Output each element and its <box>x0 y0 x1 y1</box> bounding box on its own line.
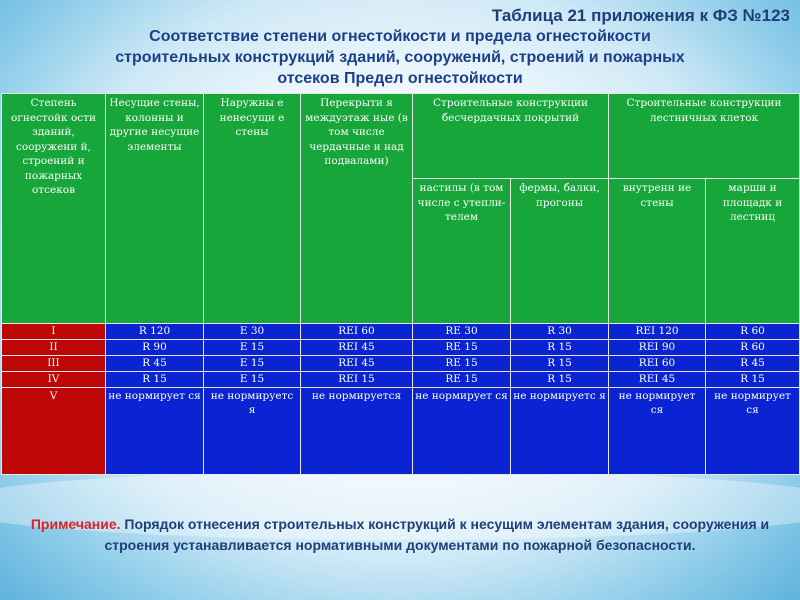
table-cell: RE 30 <box>413 324 511 340</box>
table-cell: не нормируетс я <box>511 388 609 475</box>
table-cell: R 15 <box>511 340 609 356</box>
table-cell: R 30 <box>511 324 609 340</box>
header-stair-flights: марши и площадк и лестниц <box>706 179 800 324</box>
table-cell: REI 15 <box>301 372 413 388</box>
table-cell: не нормирует ся <box>706 388 800 475</box>
table-cell: REI 90 <box>609 340 706 356</box>
table-row <box>2 340 800 356</box>
table-cell: RE 15 <box>413 356 511 372</box>
table-cell: не нормируетс я <box>204 388 301 475</box>
title-line-3: отсеков Предел огнестойкости <box>277 70 523 87</box>
table-cell: не нормирует ся <box>106 388 204 475</box>
table-cell: REI 45 <box>301 340 413 356</box>
degree-cell: III <box>2 356 106 372</box>
fire-resistance-table <box>1 93 800 475</box>
table-cell: REI 45 <box>609 372 706 388</box>
table-cell: Е 15 <box>204 372 301 388</box>
footnote <box>20 514 780 556</box>
degree-cell: IV <box>2 372 106 388</box>
table-cell: Е 15 <box>204 340 301 356</box>
table-cell: REI 60 <box>609 356 706 372</box>
table-cell: R 15 <box>511 356 609 372</box>
table-row <box>2 388 800 475</box>
degree-cell: V <box>2 388 106 475</box>
header-degree: Степень огнестойк ости зданий, сооружени й, строений и пожарных отсеков <box>2 94 106 324</box>
header-floors: Перекрыти я междуэтаж ные (в том числе чердачные и над подвалами) <box>301 94 413 324</box>
table-cell: Е 30 <box>204 324 301 340</box>
title-line-1: Соответствие степени огнестойкости и предела огнестойкости <box>149 28 651 45</box>
table-cell: Е 15 <box>204 356 301 372</box>
table-cell: REI 120 <box>609 324 706 340</box>
table-row <box>2 324 800 340</box>
table-cell: не нормируется <box>301 388 413 475</box>
header-roof-decks: настилы (в том числе с утепли- телем <box>413 179 511 324</box>
table-cell: R 60 <box>706 340 800 356</box>
table-cell: R 45 <box>706 356 800 372</box>
table-cell: R 90 <box>106 340 204 356</box>
header-stair-group: Строительные конструкции лестничных клеток <box>609 94 800 179</box>
table-cell: R 60 <box>706 324 800 340</box>
slide-caption: Таблица 21 приложения к ФЗ №123 <box>491 6 790 25</box>
footnote-text: Порядок отнесения строительных конструкций к несущим элементам здания, сооружения и строения устанавливается нормативными документами по пожарной безопасности. <box>104 516 770 553</box>
table-cell: RE 15 <box>413 372 511 388</box>
table-cell: R 15 <box>106 372 204 388</box>
table-cell: REI 60 <box>301 324 413 340</box>
table-row <box>2 372 800 388</box>
header-roof-trusses: фермы, балки, прогоны <box>511 179 609 324</box>
footnote-label: Примечание. <box>30 516 121 532</box>
slide-title <box>70 26 730 89</box>
table-cell: не нормирует ся <box>413 388 511 475</box>
table-row <box>2 356 800 372</box>
table-cell: RE 15 <box>413 340 511 356</box>
degree-cell: II <box>2 340 106 356</box>
title-line-2: строительных конструкций зданий, сооружений, строений и пожарных <box>115 49 685 66</box>
header-external-walls: Наружны е ненесущи е стены <box>204 94 301 324</box>
table-cell: R 15 <box>706 372 800 388</box>
header-load-bearing: Несущие стены, колонны и другие несущие элементы <box>106 94 204 324</box>
table-cell: R 45 <box>106 356 204 372</box>
header-stair-walls: внутренн ие стены <box>609 179 706 324</box>
degree-cell: I <box>2 324 106 340</box>
table-cell: REI 45 <box>301 356 413 372</box>
header-roof-group: Строительные конструкции бесчердачных покрытий <box>413 94 609 179</box>
table-cell: R 15 <box>511 372 609 388</box>
table-cell: R 120 <box>106 324 204 340</box>
table-cell: не нормирует ся <box>609 388 706 475</box>
